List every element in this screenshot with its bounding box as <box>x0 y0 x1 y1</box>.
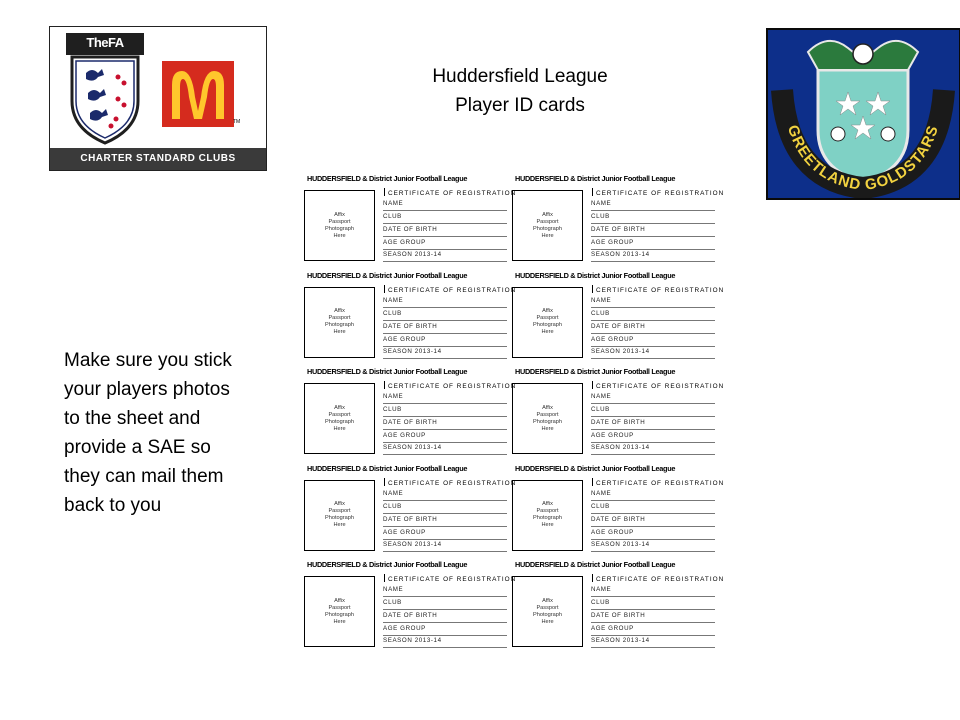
card-field-label: AGE GROUP <box>383 529 507 540</box>
photo-placeholder-line: Passport <box>536 315 559 321</box>
card-field-label: CLUB <box>591 406 715 417</box>
card-field-label: AGE GROUP <box>591 239 715 250</box>
card-field-label: NAME <box>383 200 507 211</box>
certificate-title: CERTIFICATE OF REGISTRATION <box>388 479 517 487</box>
id-card <box>303 170 517 262</box>
photo-placeholder-line: Here <box>333 232 346 239</box>
card-league-header <box>307 560 507 569</box>
card-field-label: CLUB <box>591 213 715 224</box>
photo-placeholder-line: Photograph <box>533 322 562 328</box>
photo-placeholder-line: Affix <box>542 597 553 604</box>
card-field-label: DATE OF BIRTH <box>383 612 507 623</box>
photo-placeholder-line: Passport <box>328 508 351 514</box>
card-league-name: HUDDERSFIELD <box>307 367 361 376</box>
photo-placeholder <box>304 287 375 358</box>
id-card-sheet <box>303 170 725 658</box>
card-field-label: CLUB <box>591 310 715 321</box>
title-line-1: Huddersfield League <box>432 66 608 87</box>
photo-placeholder-line: Photograph <box>533 611 562 618</box>
card-league-rest: & District Junior Football League <box>568 174 676 183</box>
photo-placeholder-line: Passport <box>328 218 351 225</box>
card-league-rest: & District Junior Football League <box>568 560 676 569</box>
photo-placeholder <box>304 576 375 647</box>
photo-placeholder-line: Photograph <box>533 225 562 232</box>
photo-placeholder-text <box>533 598 562 626</box>
certificate-divider <box>592 381 595 389</box>
card-league-header <box>307 367 507 376</box>
card-field-label: SEASON 2013-14 <box>383 637 507 648</box>
card-league-header <box>515 271 715 280</box>
photo-placeholder-line: Passport <box>536 218 559 225</box>
card-league-name: HUDDERSFIELD <box>515 560 569 569</box>
mcdonalds-logo-icon <box>162 61 234 127</box>
card-field-label: NAME <box>383 490 507 501</box>
card-field-label: SEASON 2013-14 <box>383 251 507 262</box>
photo-placeholder-line: Photograph <box>325 515 354 521</box>
id-card <box>511 267 725 359</box>
card-field-label: NAME <box>383 297 507 308</box>
card-league-rest: & District Junior Football League <box>360 560 468 569</box>
card-field-label: NAME <box>591 490 715 501</box>
card-field-label: DATE OF BIRTH <box>591 419 715 430</box>
instruction-line: your players photos <box>64 379 230 400</box>
card-league-rest: & District Junior Football League <box>568 270 676 280</box>
certificate-divider <box>592 574 595 582</box>
photo-placeholder-text <box>533 212 562 240</box>
photo-placeholder-line: Photograph <box>533 418 562 425</box>
fa-title: TheFA <box>86 35 124 50</box>
certificate-divider <box>384 574 387 582</box>
card-league-name: HUDDERSFIELD <box>515 270 569 280</box>
id-card <box>511 460 725 552</box>
card-field-label: AGE GROUP <box>383 432 507 443</box>
certificate-title: CERTIFICATE OF REGISTRATION <box>596 286 725 294</box>
instruction-line: to the sheet and <box>64 408 201 429</box>
photo-placeholder-line: Photograph <box>325 322 354 328</box>
card-field-label: SEASON 2013-14 <box>591 541 715 552</box>
card-league-rest: & District Junior Football League <box>360 367 468 376</box>
card-field-label: SEASON 2013-14 <box>591 444 715 455</box>
photo-placeholder <box>512 383 583 454</box>
photo-placeholder-line: Affix <box>334 597 345 604</box>
card-field-label: CLUB <box>383 406 507 417</box>
card-field-label: NAME <box>591 393 715 404</box>
card-field-label: SEASON 2013-14 <box>383 348 507 359</box>
page-title <box>370 62 670 120</box>
card-league-header <box>307 271 507 280</box>
card-league-name: HUDDERSFIELD <box>307 270 361 280</box>
certificate-title: CERTIFICATE OF REGISTRATION <box>596 479 725 487</box>
card-field-label: NAME <box>383 586 507 597</box>
id-card <box>303 556 517 648</box>
photo-placeholder <box>304 480 375 551</box>
instructions-text <box>64 346 289 520</box>
certificate-divider <box>384 381 387 389</box>
photo-placeholder <box>512 190 583 261</box>
card-field-label: NAME <box>591 200 715 211</box>
photo-placeholder-line: Affix <box>542 308 553 314</box>
photo-placeholder <box>304 190 375 261</box>
card-field-label: DATE OF BIRTH <box>383 419 507 430</box>
photo-placeholder-line: Here <box>541 618 554 625</box>
id-card <box>303 460 517 552</box>
photo-placeholder-line: Passport <box>328 411 351 418</box>
certificate-divider <box>592 478 595 486</box>
card-field-label: DATE OF BIRTH <box>383 226 507 237</box>
photo-placeholder-text <box>533 308 562 336</box>
photo-placeholder-line: Here <box>333 522 346 528</box>
certificate-title: CERTIFICATE OF REGISTRATION <box>596 576 725 583</box>
card-league-header <box>307 464 507 473</box>
photo-placeholder-line: Here <box>333 618 346 625</box>
card-field-label: AGE GROUP <box>591 529 715 540</box>
card-league-rest: & District Junior Football League <box>568 367 676 376</box>
certificate-divider <box>592 188 595 196</box>
card-field-label: NAME <box>591 586 715 597</box>
certificate-title: CERTIFICATE OF REGISTRATION <box>596 383 725 390</box>
certificate-title: CERTIFICATE OF REGISTRATION <box>388 576 517 583</box>
photo-placeholder-line: Affix <box>542 501 553 507</box>
photo-placeholder-line: Here <box>333 329 346 335</box>
card-league-name: HUDDERSFIELD <box>515 174 569 183</box>
photo-placeholder-line: Affix <box>334 404 345 411</box>
card-league-name: HUDDERSFIELD <box>515 463 569 473</box>
greetland-goldstars-badge <box>766 28 960 200</box>
card-league-rest: & District Junior Football League <box>360 463 468 473</box>
instruction-line: they can mail them <box>64 466 224 487</box>
photo-placeholder-line: Photograph <box>325 611 354 618</box>
photo-placeholder-line: Affix <box>542 404 553 411</box>
card-league-header <box>515 464 715 473</box>
card-field-label: CLUB <box>383 599 507 610</box>
photo-placeholder-line: Photograph <box>325 225 354 232</box>
card-league-name: HUDDERSFIELD <box>515 367 569 376</box>
card-league-rest: & District Junior Football League <box>360 174 468 183</box>
card-field-label: AGE GROUP <box>591 625 715 636</box>
card-field-label: AGE GROUP <box>383 239 507 250</box>
certificate-divider <box>592 285 595 293</box>
photo-placeholder-text <box>325 308 354 336</box>
card-field-label: CLUB <box>591 503 715 514</box>
photo-placeholder-line: Passport <box>328 604 351 611</box>
photo-placeholder-text <box>325 501 354 529</box>
card-field-label: CLUB <box>591 599 715 610</box>
photo-placeholder-line: Photograph <box>533 515 562 521</box>
photo-placeholder-line: Affix <box>542 211 553 218</box>
trademark-mark: TM <box>233 119 241 125</box>
photo-placeholder-text <box>325 212 354 240</box>
card-field-label: CLUB <box>383 213 507 224</box>
card-league-name: HUDDERSFIELD <box>307 174 361 183</box>
certificate-title: CERTIFICATE OF REGISTRATION <box>388 383 517 390</box>
photo-placeholder <box>512 576 583 647</box>
instruction-line: Make sure you stick <box>64 350 232 371</box>
id-card <box>511 363 725 455</box>
card-field-label: DATE OF BIRTH <box>591 323 715 334</box>
photo-placeholder-line: Passport <box>536 508 559 514</box>
card-league-header <box>515 367 715 376</box>
photo-placeholder-line: Affix <box>334 501 345 507</box>
photo-placeholder-text <box>325 405 354 433</box>
photo-placeholder-line: Here <box>541 232 554 239</box>
certificate-divider <box>384 478 387 486</box>
card-field-label: CLUB <box>383 503 507 514</box>
card-field-label: SEASON 2013-14 <box>383 541 507 552</box>
instruction-line: back to you <box>64 495 162 516</box>
card-field-label: AGE GROUP <box>383 336 507 347</box>
certificate-title: CERTIFICATE OF REGISTRATION <box>388 286 517 294</box>
card-field-label: AGE GROUP <box>591 336 715 347</box>
card-field-label: DATE OF BIRTH <box>591 516 715 527</box>
photo-placeholder-line: Here <box>541 425 554 432</box>
card-league-name: HUDDERSFIELD <box>307 560 361 569</box>
card-field-label: NAME <box>383 393 507 404</box>
card-league-name: HUDDERSFIELD <box>307 463 361 473</box>
card-league-rest: & District Junior Football League <box>360 270 468 280</box>
photo-placeholder <box>304 383 375 454</box>
photo-placeholder-text <box>533 501 562 529</box>
certificate-divider <box>384 188 387 196</box>
photo-placeholder-line: Affix <box>334 211 345 218</box>
svg-text:GREETLAND GOLDSTARS <box>784 123 942 194</box>
card-league-header <box>515 174 715 183</box>
id-card <box>303 363 517 455</box>
photo-placeholder-text <box>325 598 354 626</box>
fa-charter-standard-logo <box>49 26 267 171</box>
card-field-label: DATE OF BIRTH <box>383 516 507 527</box>
title-line-2: Player ID cards <box>455 95 585 116</box>
photo-placeholder-line: Passport <box>536 411 559 418</box>
card-field-label: CLUB <box>383 310 507 321</box>
card-field-label: SEASON 2013-14 <box>591 637 715 648</box>
id-card <box>303 267 517 359</box>
photo-placeholder <box>512 480 583 551</box>
photo-placeholder-line: Here <box>541 329 554 335</box>
certificate-divider <box>384 285 387 293</box>
photo-placeholder-line: Here <box>541 522 554 528</box>
photo-placeholder <box>512 287 583 358</box>
card-field-label: NAME <box>591 297 715 308</box>
card-field-label: AGE GROUP <box>383 625 507 636</box>
card-field-label: SEASON 2013-14 <box>591 348 715 359</box>
card-field-label: DATE OF BIRTH <box>383 323 507 334</box>
photo-placeholder-text <box>533 405 562 433</box>
id-card <box>511 170 725 262</box>
card-field-label: DATE OF BIRTH <box>591 612 715 623</box>
card-field-label: AGE GROUP <box>591 432 715 443</box>
photo-placeholder-line: Affix <box>334 308 345 314</box>
card-league-header <box>307 174 507 183</box>
card-field-label: SEASON 2013-14 <box>383 444 507 455</box>
card-field-label: SEASON 2013-14 <box>591 251 715 262</box>
photo-placeholder-line: Here <box>333 425 346 432</box>
photo-placeholder-line: Passport <box>328 315 351 321</box>
card-league-rest: & District Junior Football League <box>568 463 676 473</box>
instruction-line: provide a SAE so <box>64 437 211 458</box>
certificate-title: CERTIFICATE OF REGISTRATION <box>388 190 517 197</box>
card-league-header <box>515 560 715 569</box>
card-field-label: DATE OF BIRTH <box>591 226 715 237</box>
photo-placeholder-line: Photograph <box>325 418 354 425</box>
charter-standard-bar: CHARTER STANDARD CLUBS <box>50 148 266 170</box>
photo-placeholder-line: Passport <box>536 604 559 611</box>
id-card <box>511 556 725 648</box>
certificate-title: CERTIFICATE OF REGISTRATION <box>596 190 725 197</box>
club-name-text: GREETLAND GOLDSTARS <box>783 122 943 195</box>
